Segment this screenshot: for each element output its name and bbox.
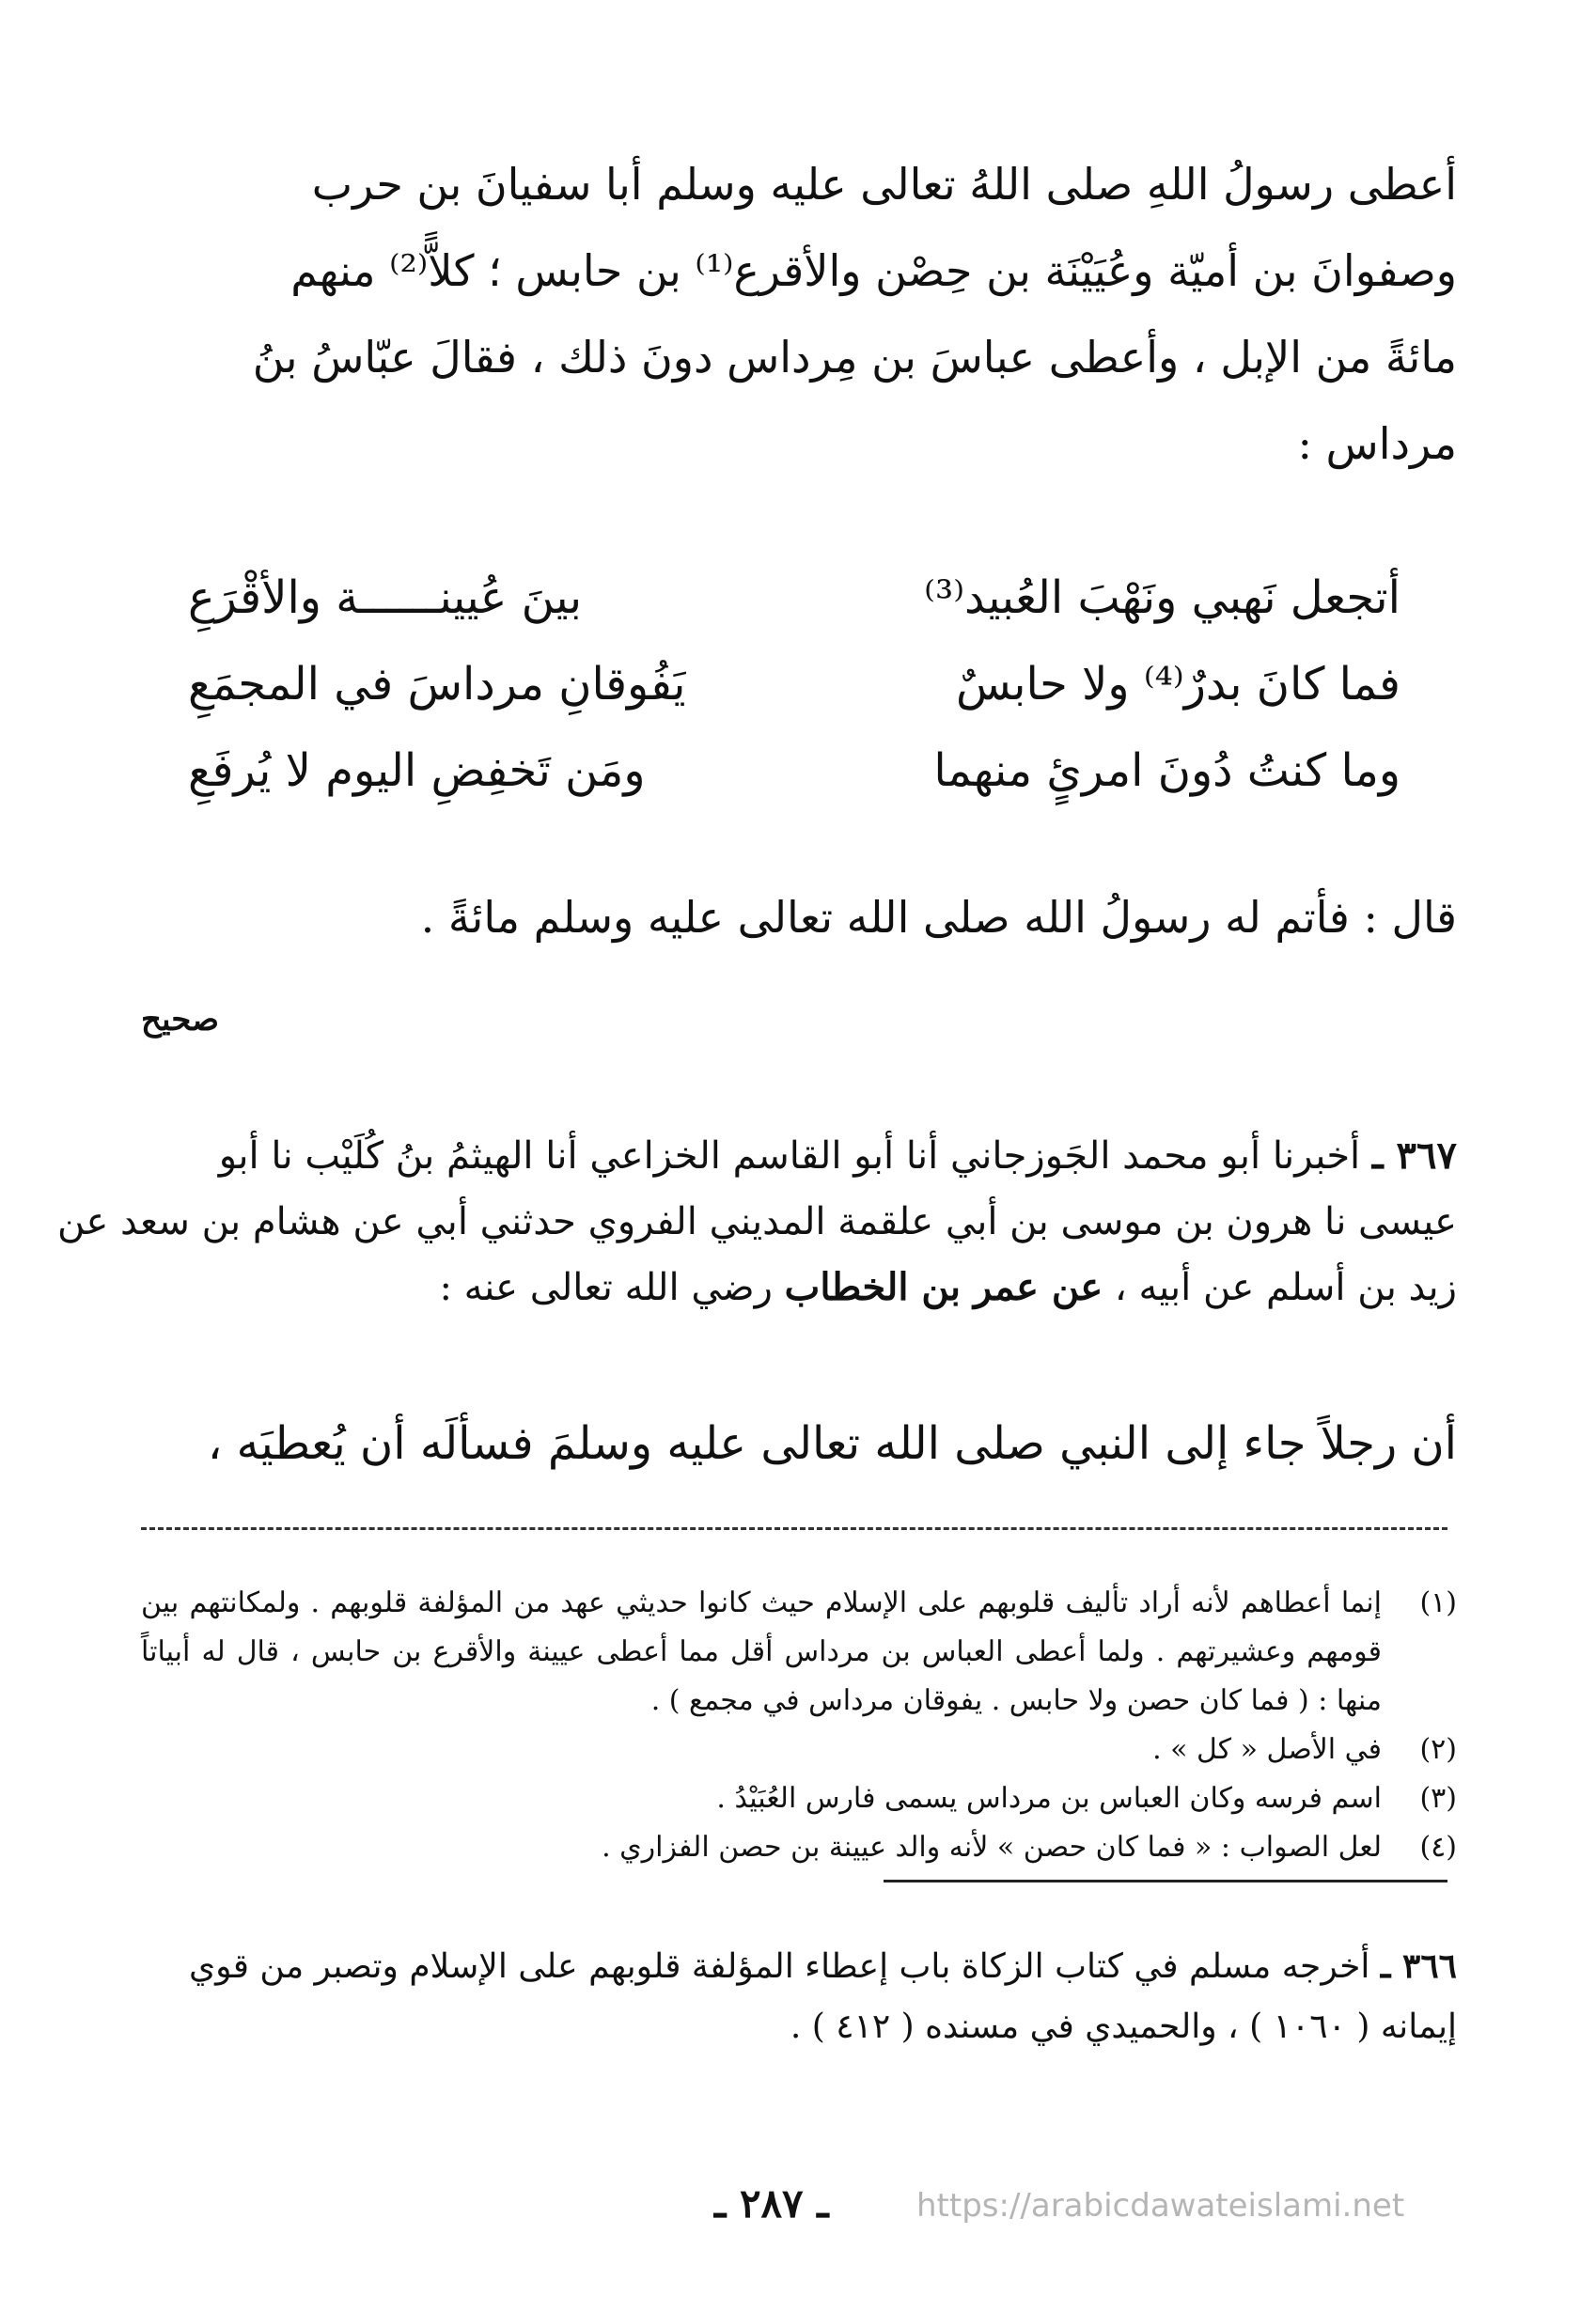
poem-verse bbox=[188, 727, 1400, 814]
footnote-number: (٢) bbox=[1419, 1733, 1457, 1766]
matn-line: أن رجلاً جاء إلى النبي صلى الله تعالى عليه وسلمَ فسألَه أن يُعطيَه ، bbox=[207, 1417, 1457, 1470]
isnad-companion: عن عمر بن الخطاب bbox=[784, 1265, 1103, 1309]
footnote-1 bbox=[141, 1579, 1457, 1726]
footnote-number: (٣) bbox=[1419, 1782, 1457, 1815]
main-line-2: وصفوانَ بن أميّة وعُيَيْنَة بن حِصْن والأقرع⁽¹⁾ بن حابس ؛ كلاًّ⁽²⁾ منهم bbox=[290, 245, 1457, 296]
footnotes bbox=[141, 1579, 1457, 1872]
takhrij-number: ٣٦٦ ـ bbox=[1380, 1946, 1457, 1986]
after-poem-text bbox=[141, 874, 1457, 961]
footnote-text: اسم فرسه وكان العباس بن مرداس يسمى فارس العُبَيْدُ . bbox=[716, 1782, 1382, 1815]
footnote-number: (٤) bbox=[1419, 1831, 1457, 1864]
footnote-text: لعل الصواب : « فما كان حصن » لأنه والد عيينة بن حصن الفزاري . bbox=[602, 1831, 1382, 1864]
watermark-url: https://arabicdawateislami.net bbox=[916, 2187, 1405, 2225]
footnote-text: في الأصل « كل » . bbox=[1152, 1733, 1382, 1766]
poem bbox=[188, 555, 1400, 814]
verse-first-hemistich: وما كنتُ دُونَ امرئٍ منهما bbox=[933, 744, 1400, 797]
footnote-text: إنما أعطاهم لأنه أراد تأليف قلوبهم على الإسلام حيث كانوا حديثي عهد من المؤلفة قلوبهم . ولمكانتهم بين قومهم وعشيرتهم . ولما أعطى العباس بن مرداس أقل مما أعطى عيينة والأقرع بن حابس ، قال له أبياتاً منها : ( فما كان حصن ولا حابس . يفوقان مرداس في مجمع ) . bbox=[141, 1586, 1382, 1717]
takhrij-line-1 bbox=[141, 1936, 1457, 1997]
main-line-1: أعطى رسولُ اللهِ صلى اللهُ تعالى عليه وسلم أبا سفيانَ بن حرب bbox=[311, 159, 1457, 210]
isnad-line-3 bbox=[141, 1255, 1457, 1320]
dashed-separator bbox=[141, 1527, 1447, 1530]
footnote-number: (١) bbox=[1419, 1586, 1457, 1619]
verse-first-hemistich: أتجعل نَهبي ونَهْبَ العُبيد⁽³⁾ bbox=[924, 571, 1400, 624]
takhrij-separator bbox=[884, 1880, 1447, 1882]
poem-verse bbox=[188, 555, 1400, 641]
poem-verse bbox=[188, 641, 1400, 727]
takhrij-text-1: أخرجه مسلم في كتاب الزكاة باب إعطاء المؤلفة قلوبهم على الإسلام وتصبر من قوي bbox=[189, 1947, 1370, 1986]
takhrij-line-2: إيمانه ( ١٠٦٠ ) ، والحميدي في مسنده ( ٤١٢ ) . bbox=[790, 2007, 1457, 2046]
footnote-3 bbox=[141, 1774, 1457, 1823]
verse-second-hemistich: بينَ عُيينــــــة والأقْرَعِ bbox=[188, 571, 583, 624]
hadith-matn bbox=[141, 1400, 1457, 1487]
verse-second-hemistich: ومَن تَخفِضِ اليوم لا يُرفَعِ bbox=[188, 744, 646, 797]
hadith-367-isnad bbox=[57, 1123, 1457, 1320]
isnad-text-1: أخبرنا أبو محمد الجَوزجاني أنا أبو القاسم الخزاعي أنا الهيثمُ بنُ كُلَيْب نا أبو bbox=[218, 1134, 1361, 1178]
footnote-2 bbox=[141, 1726, 1457, 1774]
page-number: ـ ٢٨٧ ـ bbox=[714, 2180, 829, 2226]
verse-second-hemistich: يَفُوقانِ مرداسَ في المجمَعِ bbox=[188, 658, 686, 711]
isnad-text-3b: رضي الله تعالى عنه : bbox=[439, 1266, 773, 1309]
main-line-4: مرداس : bbox=[1297, 418, 1457, 469]
main-line-3: مائةً من الإبل ، وأعطى عباسَ بن مِرداس دونَ ذلك ، فقالَ عبّاسُ بنُ bbox=[252, 332, 1457, 383]
isnad-line-1 bbox=[141, 1123, 1457, 1189]
after-poem-line: قال : فأتم له رسولُ الله صلى الله تعالى عليه وسلم مائةً . bbox=[420, 892, 1457, 943]
isnad-text-3a: زيد بن أسلم عن أبيه ، bbox=[1114, 1266, 1457, 1309]
hadith-number: ٣٦٧ ـ bbox=[1371, 1133, 1457, 1178]
takhrij-note bbox=[141, 1936, 1457, 2057]
footnote-4 bbox=[141, 1823, 1457, 1872]
main-paragraph bbox=[141, 141, 1457, 487]
verse-first-hemistich: فما كانَ بدرٌ⁽⁴⁾ ولا حابسٌ bbox=[955, 658, 1400, 711]
isnad-line-2: عيسى نا هرون بن موسى بن أبي علقمة المديني الفروي حدثني أبي عن هشام بن سعد عن bbox=[57, 1200, 1457, 1243]
hadith-grade: صحيح bbox=[141, 1001, 220, 1039]
